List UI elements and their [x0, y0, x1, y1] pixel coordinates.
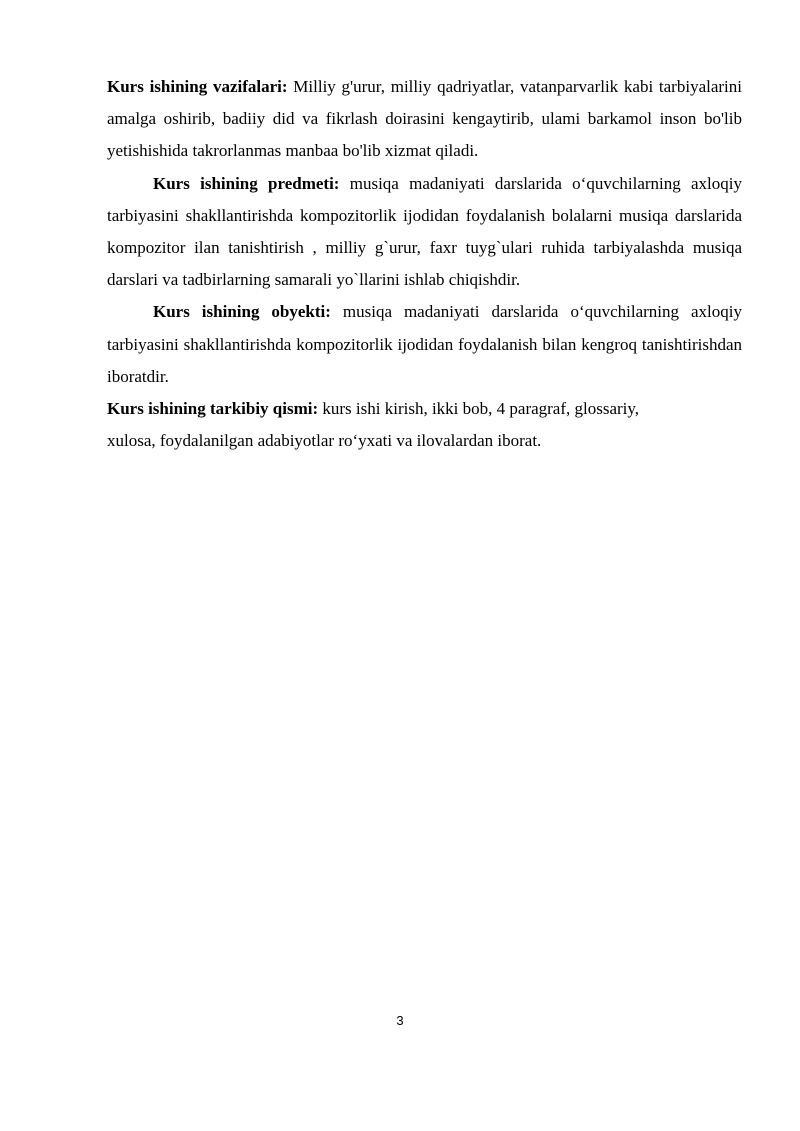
- subject-text: musiqa madaniyati darslarida o‘quvchilarning axloqiy tarbiyasini shakllantirishda kompozitorlik ijodidan foydalanish bolalarni musiqa darslarida kompozitor ilan tanishtirish , milliy g`urur, faxr tuyg`ulari ruhida tarbiyalashda musiqa darslari va tadbirlarning samarali yo`llarini ishlab chiqishdir.: [107, 173, 743, 290]
- structure-heading: Kurs ishining tarkibiy qismi:: [107, 399, 319, 419]
- object-heading: Kurs ishining obyekti:: [153, 302, 331, 322]
- document-page: [107, 71, 742, 457]
- object-paragraph: [107, 296, 742, 393]
- structure-paragraph: [107, 393, 742, 457]
- structure-text-line2: xulosa, foydalanilgan adabiyotlar ro‘yxati va ilovalardan iborat.: [107, 431, 542, 451]
- tasks-heading: Kurs ishining vazifalari:: [107, 77, 288, 96]
- structure-text-line1: kurs ishi kirish, ikki bob, 4 paragraf, glossariy,: [318, 399, 640, 419]
- tasks-text: Milliy g'urur, milliy qadriyatlar, vatanparvarlik kabi tarbiyalarini amalga oshirib, badiiy did va fikrlash doirasini kengaytirib, ulami barkamol inson bo'lib yetishishida takrorlanmas manbaa bo'lib xizmat qiladi.: [107, 77, 742, 161]
- tasks-paragraph: [107, 71, 742, 168]
- subject-heading: Kurs ishining predmeti:: [153, 173, 340, 193]
- subject-paragraph: [107, 168, 742, 297]
- page-number: 3: [396, 1013, 404, 1028]
- object-text: musiqa madaniyati darslarida o‘quvchilarning axloqiy tarbiyasini shakllantirishda kompozitorlik ijodidan foydalanish bilan kengroq tanishtirishdan iboratdir.: [107, 302, 742, 386]
